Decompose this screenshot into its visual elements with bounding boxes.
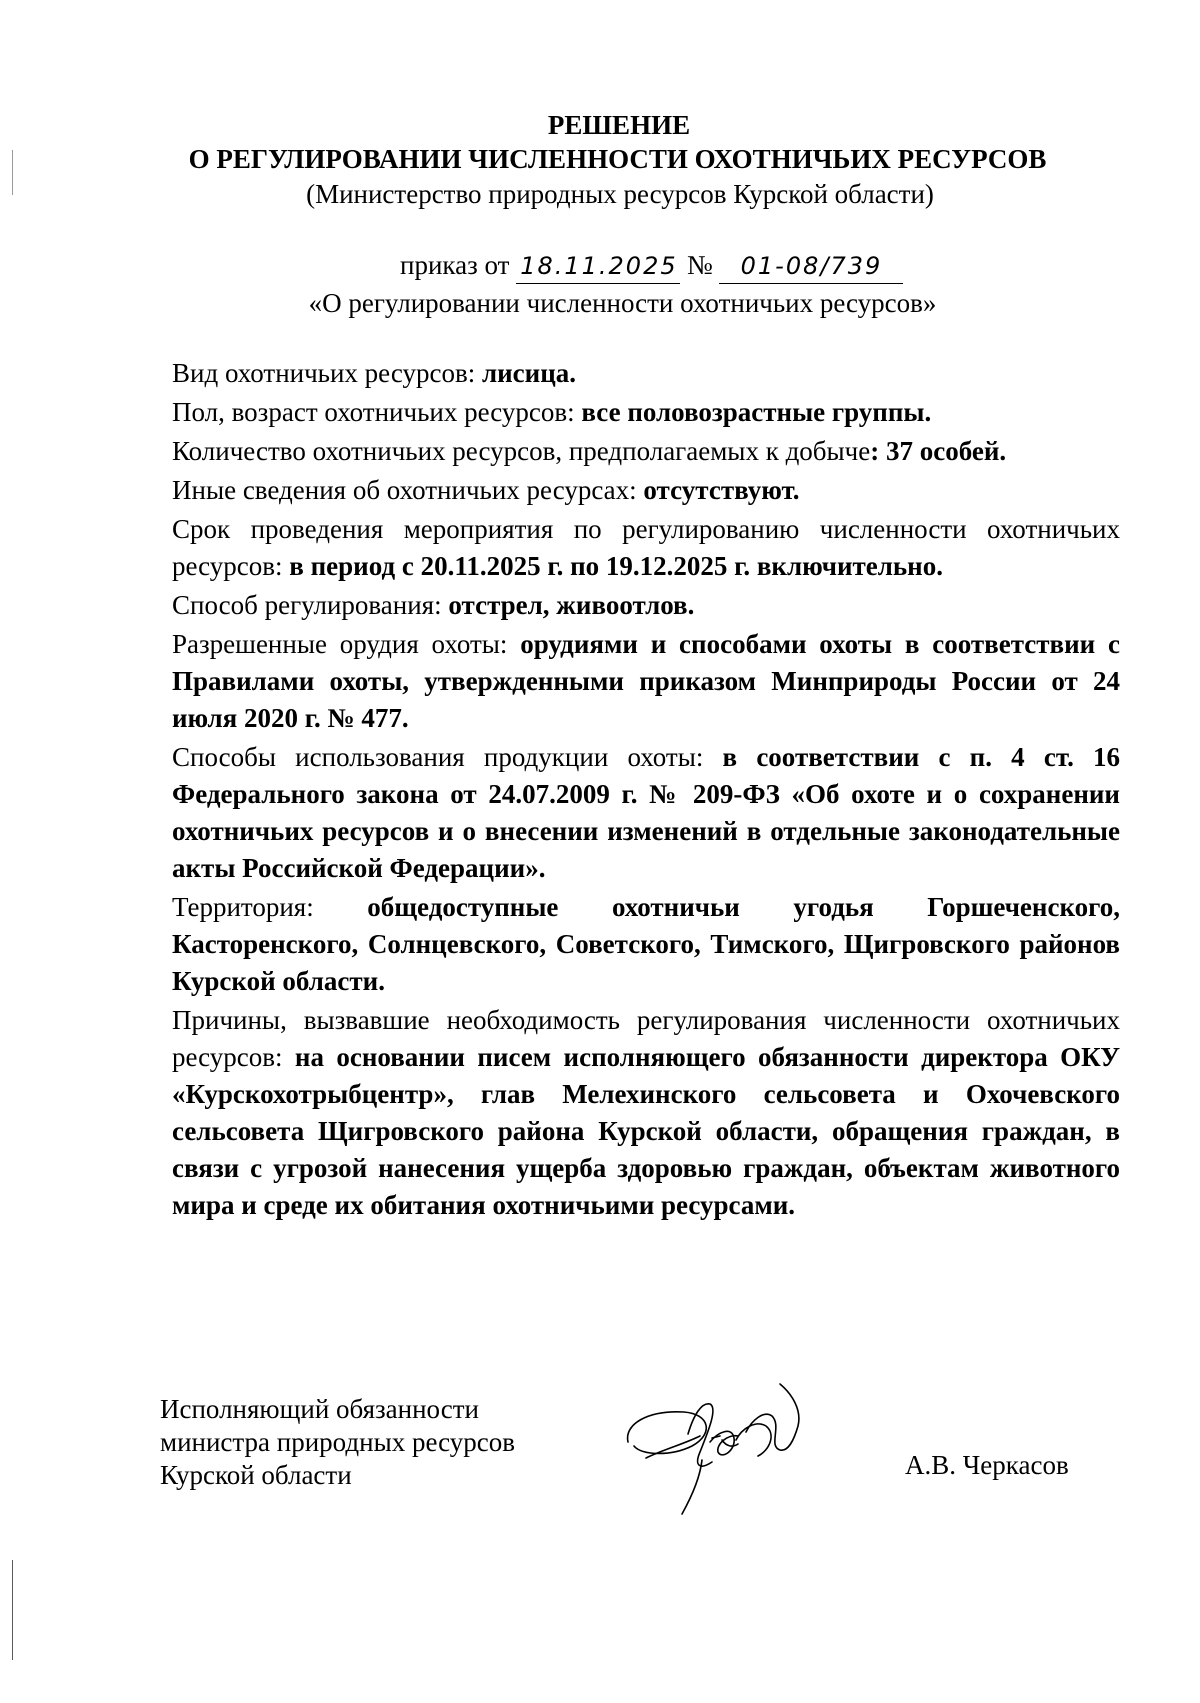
document-header bbox=[0, 108, 1200, 212]
order-number: 01-08/739 bbox=[719, 249, 903, 284]
quantity-value: : 37 особей. bbox=[870, 436, 1007, 466]
scan-edge-mark bbox=[12, 1560, 13, 1660]
tools-label: Разрешенные орудия охоты: bbox=[172, 629, 508, 659]
sex-age-item bbox=[172, 394, 1120, 431]
handwritten-signature bbox=[622, 1380, 822, 1520]
decision-body bbox=[172, 355, 1120, 1226]
sex-age-label: Пол, возраст охотничьих ресурсов: bbox=[172, 397, 575, 427]
usage-value: в соответствии с п. 4 ст. 16 Федерального закона от 24.07.2009 г. № 209-ФЗ «Об охоте и о сохранении охотничьих ресурсов и о внесении изменений в отдельные законодательные акты Российской Федерации». bbox=[172, 742, 1121, 883]
order-date: 18.11.2025 bbox=[516, 249, 680, 284]
reasons-value: на основании писем исполняющего обязанности директора ОКУ «Курскохотрыбцентр», глав Мелехинского сельсовета и Охочевского сельсовета Щигровского района Курской области, обращения граждан, в связи с угрозой нанесения ущерба здоровью граждан, объектам животного мира и среде их обитания охотничьими ресурсами. bbox=[172, 1042, 1121, 1220]
usage-item bbox=[172, 739, 1120, 887]
tools-item bbox=[172, 626, 1120, 737]
species-value: лисица. bbox=[481, 358, 577, 388]
order-reference bbox=[400, 248, 903, 284]
signer-position bbox=[160, 1393, 515, 1492]
document-title: РЕШЕНИЕ bbox=[547, 110, 691, 140]
document-subtitle: О РЕГУЛИРОВАНИИ ЧИСЛЕННОСТИ ОХОТНИЧЬИХ РЕСУРСОВ bbox=[188, 144, 1047, 174]
period-item bbox=[172, 511, 1120, 585]
signer-position-line: Исполняющий обязанности bbox=[160, 1394, 479, 1424]
signer-position-line: Курской области bbox=[160, 1460, 352, 1490]
sex-age-value: все половозрастные группы. bbox=[581, 397, 932, 427]
territory-label: Территория: bbox=[172, 892, 314, 922]
territory-value: общедоступные охотничьи угодья Горшеченского, Касторенского, Солнцевского, Советского, Тимского, Щигровского районов Курской области. bbox=[172, 892, 1120, 996]
order-prefix: приказ от bbox=[400, 250, 510, 280]
tools-value: орудиями и способами охоты в соответствии с Правилами охоты, утвержденными приказом Минприроды России от 24 июля 2020 г. № 477. bbox=[172, 629, 1120, 733]
reasons-item bbox=[172, 1002, 1120, 1224]
other-info-value: отсутствуют. bbox=[643, 475, 800, 505]
order-number-label: № bbox=[686, 250, 713, 280]
species-label: Вид охотничьих ресурсов: bbox=[172, 358, 476, 388]
period-value: в период с 20.11.2025 г. по 19.12.2025 г. включительно. bbox=[289, 551, 943, 581]
other-info-label: Иные сведения об охотничьих ресурсах: bbox=[172, 475, 637, 505]
period-label: Срок проведения мероприятия по регулированию численности охотничьих ресурсов: bbox=[172, 514, 1120, 581]
quantity-item bbox=[172, 433, 1120, 470]
reasons-label: Причины, вызвавшие необходимость регулирования численности охотничьих ресурсов: bbox=[172, 1005, 1120, 1072]
signer-name: А.В. Черкасов bbox=[905, 1450, 1069, 1480]
signer-position-line: министра природных ресурсов bbox=[160, 1427, 515, 1457]
method-value: отстрел, живоотлов. bbox=[448, 590, 695, 620]
territory-item bbox=[172, 889, 1120, 1000]
species-item bbox=[172, 355, 1120, 392]
quantity-label: Количество охотничьих ресурсов, предполагаемых к добыче bbox=[172, 436, 871, 466]
order-title: «О регулировании численности охотничьих ресурсов» bbox=[308, 288, 937, 318]
other-info-item bbox=[172, 472, 1120, 509]
ministry-name: (Министерство природных ресурсов Курской области) bbox=[306, 179, 934, 209]
usage-label: Способы использования продукции охоты: bbox=[172, 742, 704, 772]
method-item bbox=[172, 587, 1120, 624]
method-label: Способ регулирования: bbox=[172, 590, 442, 620]
